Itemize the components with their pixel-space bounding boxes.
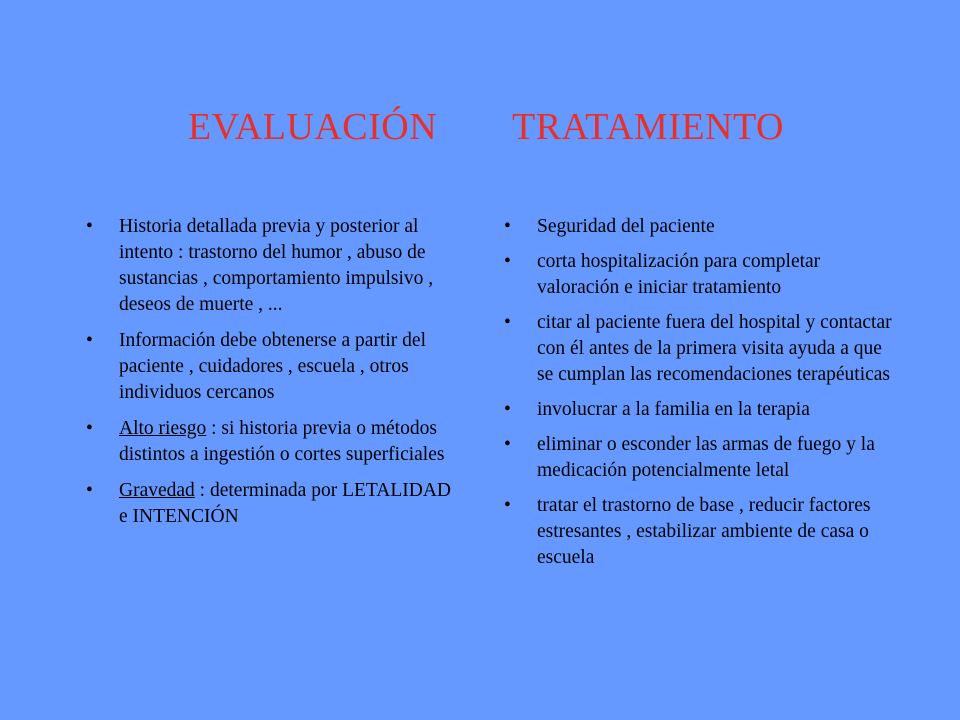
bullet-icon: • bbox=[504, 312, 511, 333]
bullet-icon: • bbox=[504, 399, 511, 420]
item-text: tratar el trastorno de base , reducir factores estresantes , estabilizar ambiente de casa o escuela bbox=[537, 495, 871, 568]
item-text: Información debe obtenerse a partir del paciente , cuidadores , escuela , otros individuos cercanos bbox=[119, 330, 426, 403]
bullet-icon: • bbox=[86, 216, 93, 237]
list-item bbox=[498, 249, 898, 301]
bullet-icon: • bbox=[86, 418, 93, 439]
bullet-icon: • bbox=[86, 330, 93, 351]
item-lead: Gravedad bbox=[119, 480, 195, 501]
list-item bbox=[80, 416, 460, 468]
list-item bbox=[498, 397, 898, 423]
item-text: corta hospitalización para completar valoración e iniciar tratamiento bbox=[537, 251, 821, 298]
item-text: : si historia previa o métodos distintos a ingestión o cortes superficiales bbox=[119, 418, 445, 465]
list-item bbox=[80, 478, 460, 530]
list-item bbox=[498, 432, 898, 484]
item-text: Seguridad del paciente bbox=[537, 216, 715, 237]
item-text: eliminar o esconder las armas de fuego y la medicación potencialmente letal bbox=[537, 434, 875, 481]
item-text: : determinada por LETALIDAD e INTENCIÓN bbox=[119, 480, 451, 527]
tratamiento-list bbox=[498, 214, 898, 580]
list-item bbox=[498, 214, 898, 240]
bullet-icon: • bbox=[504, 251, 511, 272]
item-text: involucrar a la familia en la terapia bbox=[537, 399, 810, 420]
title-evaluacion: EVALUACIÓN bbox=[188, 106, 438, 148]
bullet-icon: • bbox=[504, 434, 511, 455]
bullet-icon: • bbox=[86, 480, 93, 501]
list-item bbox=[498, 310, 898, 388]
list-item bbox=[80, 328, 460, 406]
list-item bbox=[80, 214, 460, 318]
bullet-icon: • bbox=[504, 216, 511, 237]
bullet-icon: • bbox=[504, 495, 511, 516]
item-text: citar al paciente fuera del hospital y contactar con él antes de la primera visita ayuda a que se cumplan las recomendaciones terapéuticas bbox=[537, 312, 892, 385]
list-item bbox=[498, 493, 898, 571]
item-lead: Alto riesgo bbox=[119, 418, 207, 439]
title-tratamiento: TRATAMIENTO bbox=[512, 106, 784, 148]
item-text: Historia detallada previa y posterior al intento : trastorno del humor , abuso de sustancias , comportamiento impulsivo , deseos de muerte , ... bbox=[119, 216, 434, 315]
evaluacion-list bbox=[80, 214, 460, 540]
